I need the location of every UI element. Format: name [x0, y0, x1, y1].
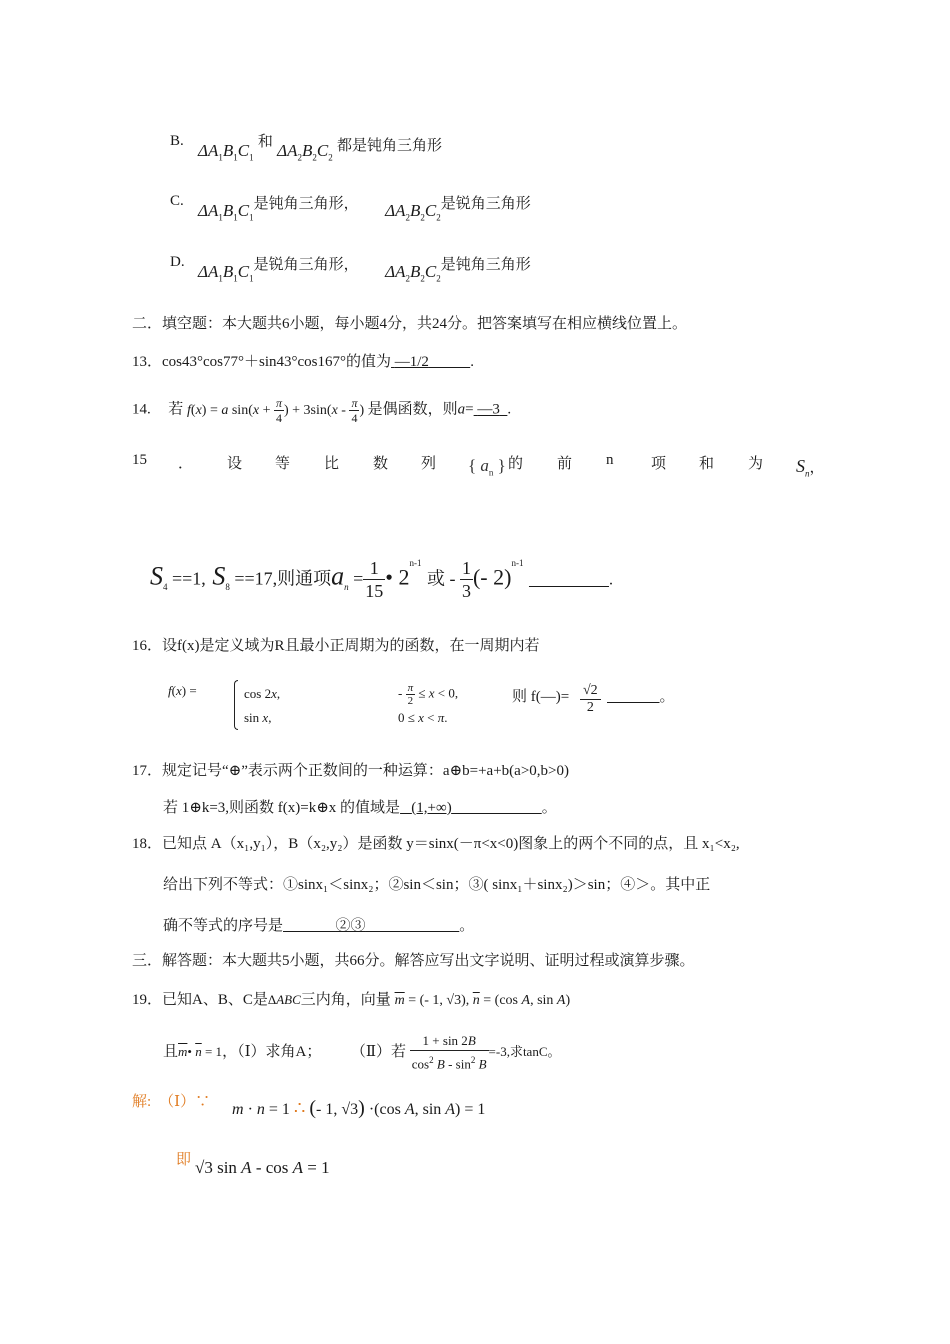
option-b-label: B.	[170, 133, 184, 149]
q18-line3: 确不等式的序号是 ②③ 。	[163, 918, 475, 934]
question-14: 14. 若 f(x) = a sin(x + $\frac{\pi}{4}$ ) + 3sin(x - $\frac{\pi}{4}$ ) 是偶函数，则a= —3 .	[132, 396, 512, 425]
solution-label: 解: （Ⅰ）∵	[132, 1094, 211, 1110]
q17-line2: 若 1⊕k=3,则函数 f(x)=k⊕x 的值域是 (1,+∞) 。	[163, 800, 557, 816]
q16-answer: √2 2	[580, 683, 601, 716]
option-c-text2: 是锐角三角形	[440, 196, 531, 212]
q14-pre: 若	[168, 401, 184, 418]
q18-number: 18．	[132, 836, 163, 852]
q18-line1: 已知点 A（x₁,y₁），B（x₂,y₂）是函数 y＝sinx(－π<x<0)图象上的两个不同的点，且 x₁<x₂,	[162, 836, 740, 852]
q16-number: 16．	[132, 638, 163, 654]
q15-char: 等	[275, 456, 291, 472]
q15-char2: 项	[651, 456, 667, 472]
q15-sn: $S_n$，	[796, 456, 825, 479]
option-d-label: D.	[170, 254, 185, 270]
q16-then: 则 f(—)=	[512, 689, 570, 705]
q15-char2: 的	[508, 456, 524, 472]
question-19: 19．已知A、B、C是ΔABC三内角，向量 $\overline{m}$ = (- 1, √3), $\overline{n} = (\cos$ A, sin A)	[132, 992, 571, 1008]
q18-answer: ②③	[335, 918, 366, 934]
q16-answer-line: 。	[659, 689, 675, 705]
q15-char2: 为	[748, 456, 764, 472]
q16-piecewise: f(x) =	[168, 683, 197, 698]
q18-line2: 给出下列不等式：①sinx₁＜sinx₂；②sin＜sin；③( sinx₁＋sinx₂)＞sin；④＞。其中正	[163, 877, 711, 893]
q15-number: 15	[132, 452, 147, 468]
q14-post: 是偶函数，则	[367, 401, 458, 418]
q14-formula: f(x) = a sin(x + $\frac{\pi}{4}$ ) + 3sin(x - $\frac{\pi}{4}$ )	[187, 396, 368, 425]
q17-line1: 规定记号“⊕”表示两个正数间的一种运算：a⊕b=+a+b(a>0,b>0)	[162, 763, 569, 779]
q19-number: 19．	[132, 992, 163, 1008]
option-d-formula: $\Delta A_1B_1C_1$是锐角三角形， $\Delta A_2B_2C_2$是钝角三角形	[198, 257, 531, 284]
q15-char: 列	[421, 456, 437, 472]
question-16	[132, 634, 540, 655]
q17-answer: (1,+∞)	[411, 800, 452, 816]
q17-number: 17．	[132, 763, 163, 779]
option-b-text: 都是钝角三角形	[336, 138, 442, 154]
q15-or: 或	[426, 568, 445, 589]
q15-char: ．	[178, 456, 194, 472]
section-3-heading: 三．解答题：本大题共5小题，共66分。解答应写出文字说明、证明过程或演算步骤。	[132, 953, 695, 969]
q16-brace	[234, 680, 238, 730]
q13-answer: —1/2	[394, 354, 429, 370]
option-d-text1: 是锐角三角形，	[253, 257, 359, 273]
q15-char2: n	[606, 452, 614, 468]
solution-step1: m · n = 1 ∴ (- 1, √3) ·(cos A, sin A) = 1	[232, 1097, 486, 1119]
q14-number: 14.	[132, 401, 151, 418]
q14-answer: —3	[477, 401, 500, 418]
q16-case2: sin x,	[244, 710, 272, 725]
q15-sequence: { $a_n$ }	[468, 456, 506, 478]
q13-text: cos43°cos77°＋sin43°cos167°的值为	[162, 354, 392, 370]
q16-range2: 0 ≤ x < π.	[398, 710, 448, 725]
q15-char2: 前	[557, 456, 573, 472]
q16-case1: cos 2x,	[244, 686, 281, 701]
option-c-text1: 是钝角三角形，	[253, 196, 359, 212]
q16-text: 设f(x)是定义域为R且最小正周期为的函数，在一周期内若	[162, 638, 540, 654]
q19-line2: 且$\overline{m}•$ $\overline{n} = 1$，（Ⅰ）求角A； （Ⅱ）若 $\frac{1 + \sin 2B}{\cos^2 B - \sin^2 B}$ =-3,求tanC。	[163, 1033, 561, 1072]
option-d-text2: 是钝角三角形	[440, 257, 531, 273]
q16-range1: - $\frac{\pi}{2}$ ≤ x < 0,	[398, 682, 459, 707]
option-c-formula: $\Delta A_1B_1C_1$是钝角三角形， $\Delta A_2B_2C_2$是锐角三角形	[198, 196, 531, 223]
solution-step2: √3 sin A - cos A = 1	[195, 1158, 330, 1177]
q15-char: 设	[227, 456, 243, 472]
question-13: 13．cos43°cos77°＋sin43°cos167°的值为 —1/2 .	[132, 354, 474, 370]
q15-text: 则通项	[277, 568, 332, 589]
option-b-formula: $\Delta A_1B_1C_1$ 和 $\Delta A_2B_2C_2$ 都是钝角三角形	[198, 134, 442, 163]
q15-char2: 和	[699, 456, 715, 472]
question-17	[132, 759, 569, 780]
q13-number: 13．	[132, 354, 163, 370]
option-c-label: C.	[170, 193, 184, 209]
solution-ji: 即	[176, 1152, 192, 1168]
q15-char: 数	[373, 456, 389, 472]
q15-formula: $S_4 ==1$, $S_8 ==17$,则通项$a_n$ = $\frac{1}{15}$ • 2$^{n-1}$ 或 - $\frac{1}{3}$ (- 2)$^{n-1}$ .	[150, 558, 613, 601]
q15-char: 比	[324, 456, 340, 472]
and-text: 和	[257, 134, 273, 150]
question-18	[132, 832, 740, 853]
section-2-heading: 二．填空题：本大题共6小题，每小题4分，共24分。把答案填写在相应横线位置上。	[132, 316, 688, 332]
